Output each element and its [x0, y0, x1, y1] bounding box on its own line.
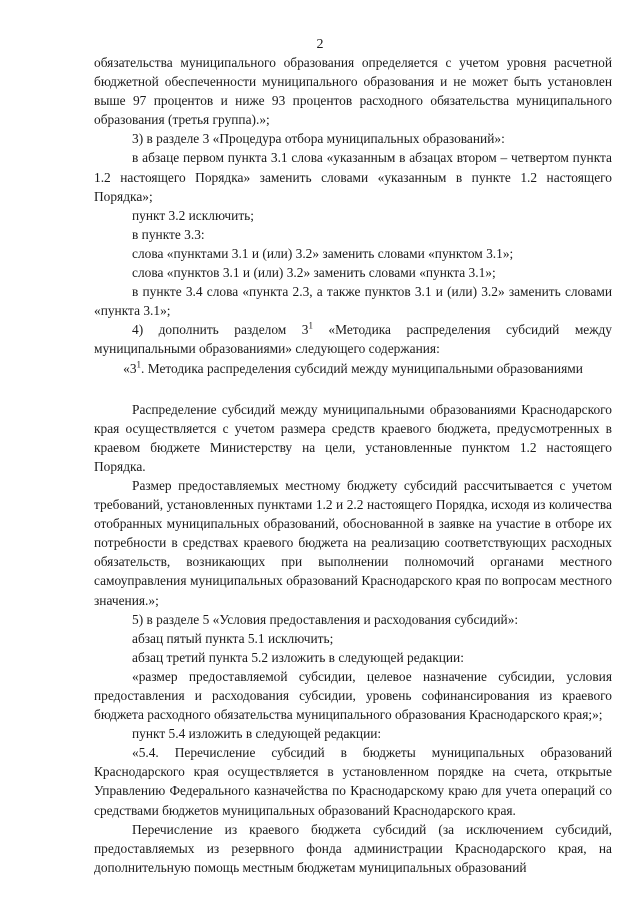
section-heading	[94, 359, 612, 378]
paragraph: пункт 5.4 изложить в следующей редакции:	[132, 726, 382, 742]
paragraph: в пункте 3.4 слова «пункта 2.3, а также пунктов 3.1 и (или) 3.2» заменить словами «пункта 3.1»;	[94, 284, 612, 319]
section-add-text: 4) дополнить разделом 3	[132, 322, 309, 338]
paragraph: слова «пунктами 3.1 и (или) 3.2» заменить словами «пунктом 3.1»;	[132, 245, 514, 261]
superscript: 1	[308, 320, 313, 331]
heading-text: «3	[123, 360, 137, 376]
paragraph-section-add	[94, 320, 612, 358]
paragraph: слова «пунктов 3.1 и (или) 3.2» заменить словами «пункта 3.1»;	[132, 265, 496, 281]
paragraph: в пункте 3.3:	[132, 226, 205, 242]
document-body	[94, 53, 612, 877]
heading-text: . Методика распределения субсидий между муниципальными образованиями	[141, 360, 583, 376]
paragraph: 5) в разделе 5 «Условия предоставления и расходования субсидий»:	[132, 611, 519, 627]
paragraph: «размер предоставляемой субсидии, целевое назначение субсидии, условия предоставления и расходования субсидии, уровень софинансирования из краевого бюджета расходного обязательства муниципального образования Краснодарского края;»;	[94, 668, 612, 723]
paragraph: «5.4. Перечисление субсидий в бюджеты муниципальных образований Краснодарского края осуществляется в установленном порядке на счета, открытые Управлению Федерального казначейства по Краснодарскому краю для учета операций со средствами бюджетов муниципальных образований Краснодарского края.	[94, 745, 612, 818]
paragraph: пункт 3.2 исключить;	[132, 207, 255, 223]
paragraph: Размер предоставляемых местному бюджету субсидий рассчитывается с учетом требований, установленных пунктами 1.2 и 2.2 настоящего Порядка, исходя из количества отобранных муниципальных образований, обоснованной в заявке на участие в отборе их потребности в средствах краевого бюджета на реализацию соответствующих расходных обязательств, возникающих при выполнении полномочий органами местного самоуправления муниципальных образований Краснодарского края по вопросам местного значения.»;	[94, 477, 612, 608]
section-add-text: «Методика распределения субсидий между муниципальными образованиями» следующего содержания:	[94, 322, 612, 357]
paragraph: абзац пятый пункта 5.1 исключить;	[132, 630, 334, 646]
paragraph: 3) в разделе 3 «Процедура отбора муниципальных образований»:	[132, 131, 505, 147]
page-number: 2	[316, 37, 324, 52]
paragraph: обязательства муниципального образования определяется с учетом уровня расчетной бюджетной обеспеченности муниципального образования и не может быть установлен выше 97 процентов и ниже 93 процентов расходного обязательства муниципального образования (третья группа).»;	[94, 55, 612, 128]
superscript: 1	[136, 359, 142, 370]
paragraph: Перечисление из краевого бюджета субсидий (за исключением субсидий, предоставляемых из резервного фонда администрации Краснодарского края, на дополнительную помощь местным бюджетам муниципальных образований	[94, 821, 612, 875]
blank-line	[94, 378, 612, 400]
paragraph: абзац третий пункта 5.2 изложить в следующей редакции:	[132, 649, 464, 665]
paragraph: в абзаце первом пункта 3.1 слова «указанным в абзацах втором – четвертом пункта 1.2 настоящего Порядка» заменить словами «указанным в пункте 1.2 настоящего Порядка»;	[94, 150, 612, 204]
paragraph: Распределение субсидий между муниципальными образованиями Краснодарского края осуществляется с учетом размера средств краевого бюджета, предусмотренных в краевом бюджете Министерству на цели, установленные пунктом 1.2 настоящего Порядка.	[94, 401, 612, 474]
